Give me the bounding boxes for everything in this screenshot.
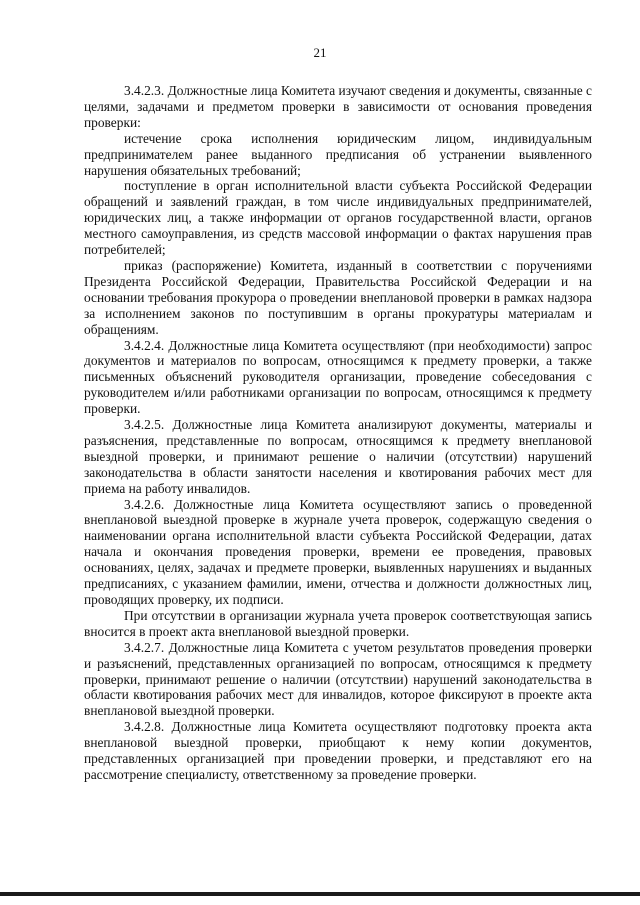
paragraph-3-4-2-5: 3.4.2.5. Должностные лица Комитета анализируют документы, материалы и разъяснения, представленные по вопросам, относящимся к предмету внеплановой выездной проверки, и принимают решение о наличии (отсутствии) нарушений законодательства в области занятости населения и квотирования рабочих мест для приема на работу инвалидов. (84, 417, 592, 496)
paragraph-3-4-2-7: 3.4.2.7. Должностные лица Комитета с учетом результатов проведения проверки и разъяснений, представленных организацией по вопросам, относящимся к предмету проверки, принимают решение о наличии (отсутствии) нарушений законодательства в области квотирования рабочих мест для инвалидов, которое фиксируют в проекте акта внеплановой выездной проверки. (84, 639, 592, 719)
scan-bottom-edge (0, 892, 640, 896)
paragraph-basis-committee-order: приказ (распоряжение) Комитета, изданный в соответствии с поручениями Президента Российской Федерации, Правительства Российской Федерации и на основании требования прокурора о проведении внеплановой проверки в рамках надзора за исполнением законов по поступившим в органы прокуратуры материалам и обращениям. (84, 257, 592, 337)
paragraph-basis-citizen-appeals: поступление в орган исполнительной власти субъекта Российской Федерации обращений и заявлений граждан, в том числе индивидуальных предпринимателей, юридических лиц, а также информации от органов государственной власти, органов местного самоуправления, из средств массовой информации о фактах нарушения прав потребителей; (84, 178, 592, 258)
document-body (84, 83, 592, 783)
paragraph-basis-deadline-expiry: истечение срока исполнения юридическим лицом, индивидуальным предпринимателем ранее выданного предписания об устранении выявленного нарушения обязательных требований; (84, 130, 592, 178)
paragraph-3-4-2-6: 3.4.2.6. Должностные лица Комитета осуществляют запись о проведенной внеплановой выездной проверке в журнале учета проверок, содержащую сведения о наименовании органа исполнительной власти субъекта Российской Федерации, датах начала и окончания проведения проверки, времени ее проведения, правовых основаниях, целях, задачах и предмете проверки, выявленных нарушениях и выданных предписаниях, с указанием фамилии, имени, отчества и должности должностных лиц, проводящих проверку, их подписи. (84, 496, 592, 607)
paragraph-3-4-2-3: 3.4.2.3. Должностные лица Комитета изучают сведения и документы, связанные с целями, задачами и предметом проверки в зависимости от основания проведения проверки: (84, 83, 592, 130)
page-number: 21 (313, 45, 327, 60)
paragraph-3-4-2-4: 3.4.2.4. Должностные лица Комитета осуществляют (при необходимости) запрос документов и материалов по вопросам, относящимся к предмету проверки, а также письменных объяснений руководителя организации, проведение собеседования с руководителем и/или работниками организации по вопросам, относящимся к предмету проверки. (84, 337, 592, 417)
paragraph-journal-absence: При отсутствии в организации журнала учета проверок соответствующая запись вносится в проект акта внеплановой выездной проверки. (84, 607, 592, 639)
paragraph-3-4-2-8: 3.4.2.8. Должностные лица Комитета осуществляют подготовку проекта акта внеплановой выездной проверки, приобщают к нему копии документов, представленных организацией при проведении проверки, и представляют его на рассмотрение специалисту, ответственному за проведение проверки. (84, 719, 592, 782)
